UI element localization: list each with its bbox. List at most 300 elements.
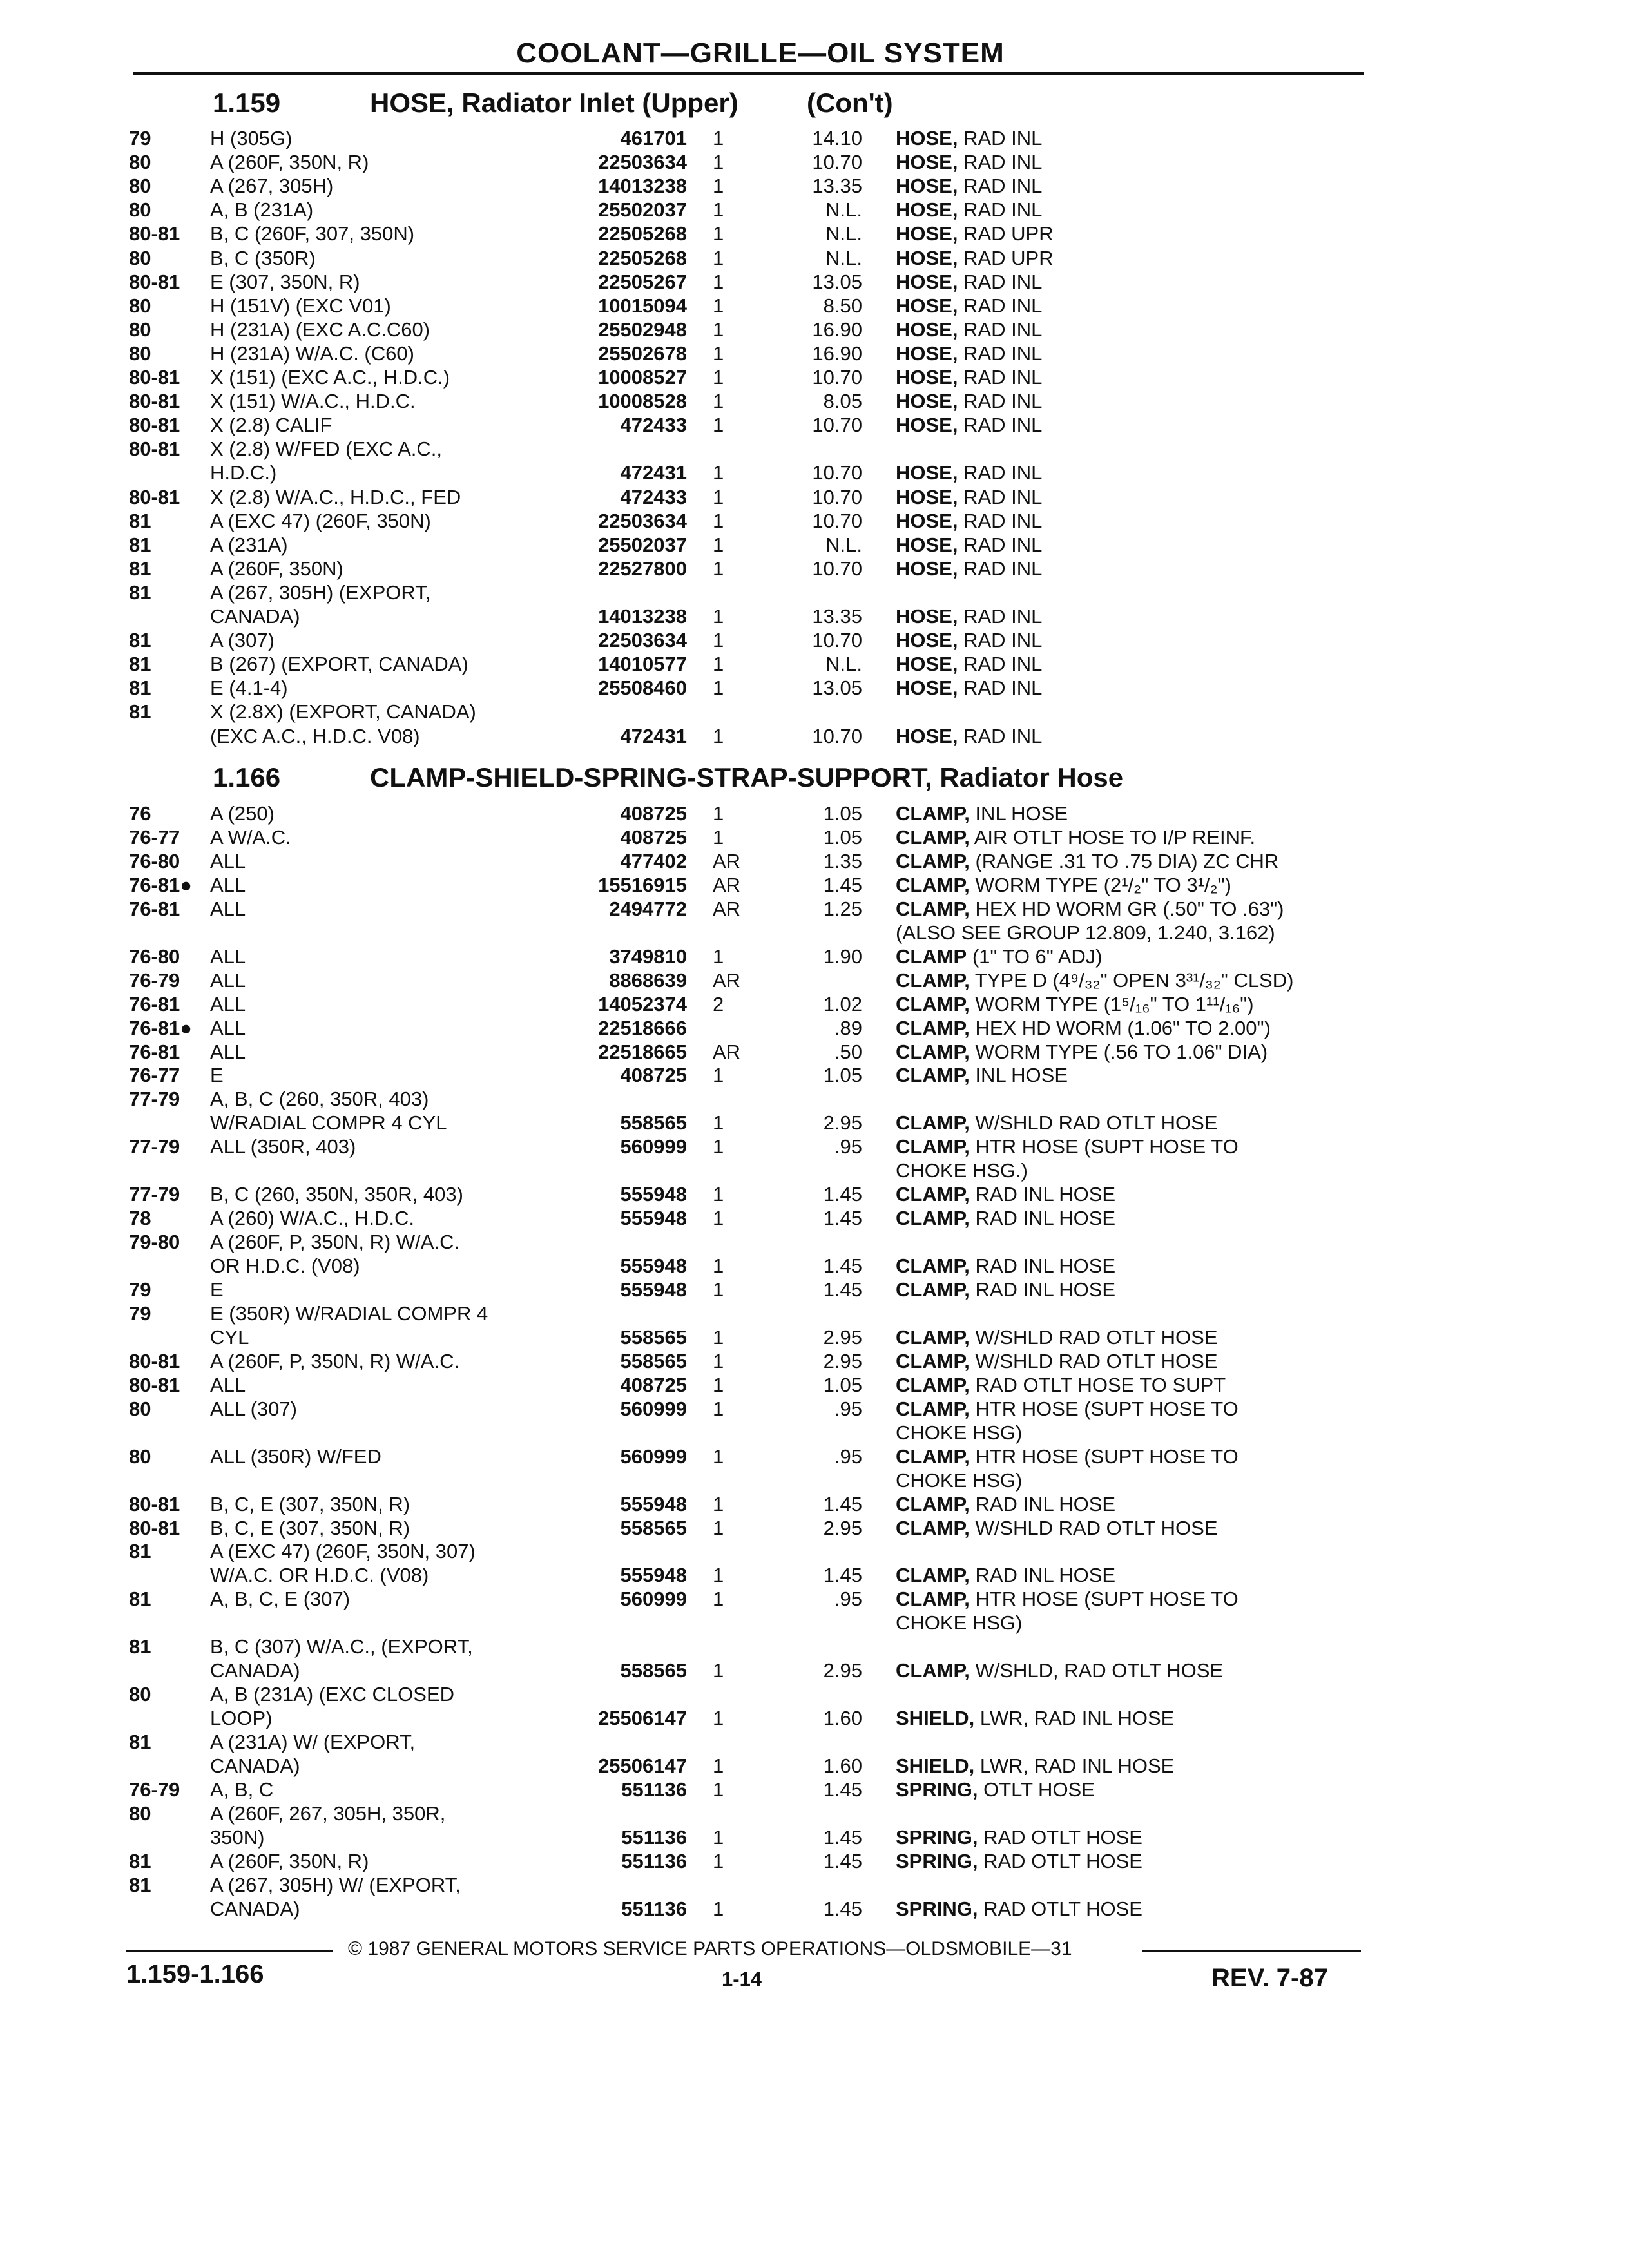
application: B, C (260, 350N, 350R, 403) [210, 1183, 463, 1206]
table-row [0, 318, 1629, 341]
part-name [896, 365, 1369, 389]
application: A (267, 305H) W/ (EXPORT, [210, 1873, 461, 1896]
part-name [896, 1135, 1369, 1158]
part-name-keyword: HOSE, [896, 509, 958, 532]
price: 1.45 [823, 1825, 862, 1849]
part-name [896, 270, 1369, 294]
part-name [896, 150, 1369, 174]
part-name [896, 604, 1369, 628]
price: 1.45 [823, 1207, 862, 1230]
part-name [896, 945, 1369, 968]
part-number: 25502037 [598, 533, 687, 556]
table-row [0, 1302, 1629, 1325]
part-number: 461701 [620, 127, 687, 149]
table-row [0, 825, 1629, 849]
table-row [0, 1730, 1629, 1754]
part-name-detail: WORM TYPE (1⁵/₁₆" TO 1¹¹/₁₆") [969, 992, 1254, 1015]
part-name [896, 1254, 1369, 1278]
application: CYL [210, 1325, 249, 1349]
part-name-keyword: CLAMP, [896, 1016, 970, 1039]
part-number: 551136 [621, 1778, 687, 1801]
part-name-detail: RAD INL [958, 318, 1043, 341]
price: 16.90 [812, 341, 862, 365]
application: E [210, 1278, 224, 1301]
quantity: 1 [713, 1564, 724, 1587]
part-name [896, 1849, 1369, 1873]
price: 14.10 [812, 127, 862, 149]
part-name [896, 802, 1369, 825]
part-name [896, 1445, 1369, 1468]
model-year: 79 [129, 1302, 151, 1325]
quantity: 1 [713, 1397, 724, 1420]
model-year: 77-79 [129, 1183, 180, 1206]
model-year: 76-77 [129, 825, 180, 849]
part-name-detail: HTR HOSE (SUPT HOSE TO [969, 1445, 1239, 1468]
part-number: 14010577 [598, 653, 687, 676]
table-row [0, 676, 1629, 700]
part-name-detail: RAD INL [958, 127, 1043, 149]
footer-group-range: 1.159-1.166 [126, 1960, 264, 1988]
price: .95 [834, 1397, 862, 1420]
part-number: 560999 [620, 1397, 687, 1420]
model-year: 81 [129, 581, 151, 604]
part-name [896, 389, 1369, 413]
part-name-keyword: HOSE, [896, 246, 958, 269]
price: 1.25 [823, 897, 862, 920]
part-name-detail: RAD INL [958, 414, 1043, 437]
part-number: 22518666 [598, 1016, 687, 1039]
model-year: 81 [129, 1588, 151, 1611]
footer-revision: REV. 7-87 [1211, 1964, 1328, 1992]
footer-rule [126, 1950, 333, 1952]
part-name [896, 1825, 1369, 1849]
part-name-detail: RAD INL [958, 198, 1043, 222]
part-name [896, 1397, 1369, 1421]
model-year: 79 [129, 127, 151, 149]
table-row [0, 1111, 1629, 1135]
part-number: 408725 [620, 1373, 687, 1396]
table-row [0, 341, 1629, 365]
part-name-detail: RAD INL [958, 509, 1043, 532]
model-year: 80 [129, 198, 151, 222]
part-name [896, 1040, 1369, 1064]
quantity: 1 [713, 1111, 724, 1135]
application: X (2.8) W/FED (EXC A.C., [210, 437, 442, 461]
quantity: 1 [713, 1849, 724, 1872]
application: B, C (260F, 307, 350N) [210, 222, 415, 245]
quantity: 1 [713, 1707, 724, 1730]
part-name [896, 1658, 1369, 1682]
application: CANADA) [210, 605, 300, 628]
part-name [896, 485, 1369, 509]
part-name-keyword: CLAMP, [896, 1659, 970, 1682]
table-row [0, 1587, 1629, 1611]
part-number: 555948 [620, 1492, 687, 1515]
model-year: 79-80 [129, 1231, 180, 1254]
part-number: 25508460 [598, 677, 687, 700]
quantity: 1 [713, 127, 724, 149]
model-year: 76-81● [129, 873, 193, 896]
table-row [0, 1040, 1629, 1064]
application: A (307) [210, 629, 275, 652]
application: A (EXC 47) (260F, 350N, 307) [210, 1540, 476, 1563]
price: 10.70 [812, 461, 862, 485]
part-name-keyword: HOSE, [896, 127, 958, 149]
part-name [896, 246, 1369, 270]
table-row [0, 174, 1629, 198]
model-year: 81 [129, 509, 151, 532]
part-name-keyword: HOSE, [896, 222, 958, 245]
section-number: 1.159 [213, 88, 281, 118]
application: CANADA) [210, 1754, 300, 1777]
application: (EXC A.C., H.D.C. V08) [210, 724, 420, 747]
table-row [0, 1611, 1629, 1635]
part-number: 22505268 [598, 246, 687, 269]
part-number: 2494772 [609, 897, 687, 920]
application: W/A.C. OR H.D.C. (V08) [210, 1564, 429, 1587]
table-row [0, 700, 1629, 724]
part-name-detail: W/SHLD RAD OTLT HOSE [969, 1111, 1218, 1135]
part-name-detail: CHOKE HSG.) [896, 1159, 1028, 1182]
part-name-keyword: SPRING, [896, 1778, 978, 1801]
application: B, C (307) W/A.C., (EXPORT, [210, 1635, 473, 1658]
part-name [896, 318, 1369, 341]
table-row [0, 1849, 1629, 1873]
model-year: 80-81 [129, 1492, 180, 1515]
table-row [0, 1135, 1629, 1158]
quantity: 1 [713, 390, 724, 413]
application: X (151) (EXC A.C., H.D.C.) [210, 366, 450, 389]
price: 10.70 [812, 414, 862, 437]
quantity: 1 [713, 1183, 724, 1206]
part-name-keyword: CLAMP, [896, 825, 970, 849]
part-name-keyword: HOSE, [896, 724, 958, 747]
model-year: 81 [129, 1540, 151, 1563]
part-name-detail: LWR, RAD INL HOSE [974, 1707, 1175, 1730]
table-row [0, 1016, 1629, 1040]
part-name-detail: RAD INL [958, 724, 1043, 747]
price: 16.90 [812, 318, 862, 341]
part-name-detail: RAD INL [958, 629, 1043, 652]
part-name-detail: (ALSO SEE GROUP 12.809, 1.240, 3.162) [896, 921, 1275, 944]
part-name-keyword: CLAMP, [896, 873, 970, 896]
quantity: 1 [713, 1588, 724, 1611]
price: 1.35 [823, 849, 862, 872]
part-name-detail: LWR, RAD INL HOSE [974, 1754, 1175, 1777]
table-row [0, 1373, 1629, 1397]
table-row [0, 1397, 1629, 1421]
part-name-detail: RAD OTLT HOSE [978, 1897, 1142, 1920]
part-name-detail: RAD INL HOSE [969, 1183, 1116, 1206]
part-name-detail: RAD INL HOSE [969, 1492, 1116, 1515]
part-name-detail: RAD INL [958, 605, 1043, 628]
price: .95 [834, 1445, 862, 1468]
table-row [0, 968, 1629, 992]
part-name [896, 1373, 1369, 1397]
table-row [0, 652, 1629, 676]
quantity: 1 [713, 825, 724, 849]
part-name-detail: RAD INL [958, 485, 1043, 508]
part-name-detail: W/SHLD RAD OTLT HOSE [969, 1349, 1218, 1372]
quantity: 1 [713, 175, 724, 198]
table-row [0, 1468, 1629, 1492]
part-name [896, 1778, 1369, 1802]
application: ALL [210, 897, 246, 920]
part-name [896, 1754, 1369, 1778]
price: 10.70 [812, 366, 862, 389]
part-number: 558565 [620, 1516, 687, 1539]
price: 2.95 [823, 1516, 862, 1539]
table-row [0, 1706, 1629, 1730]
table-row [0, 437, 1629, 461]
section-title: CLAMP-SHIELD-SPRING-STRAP-SUPPORT, Radiator Hose [370, 762, 1124, 793]
price: N.L. [825, 198, 862, 222]
model-year: 80 [129, 1445, 151, 1468]
application: E (350R) W/RADIAL COMPR 4 [210, 1302, 488, 1325]
quantity: AR [713, 897, 741, 920]
price: 10.70 [812, 485, 862, 508]
application: A (260F, 350N, R) [210, 151, 369, 174]
part-name [896, 557, 1369, 581]
part-name-detail: W/SHLD, RAD OTLT HOSE [969, 1659, 1224, 1682]
model-year: 81 [129, 1849, 151, 1872]
part-name [896, 1111, 1369, 1135]
model-year: 81 [129, 533, 151, 556]
quantity: 1 [713, 802, 724, 825]
part-name [896, 1587, 1369, 1611]
application: X (151) W/A.C., H.D.C. [210, 390, 416, 413]
part-name-detail: RAD UPR [958, 246, 1054, 269]
model-year: 81 [129, 677, 151, 700]
part-name [896, 294, 1369, 318]
quantity: AR [713, 873, 741, 896]
model-year: 80 [129, 1802, 151, 1825]
quantity: 1 [713, 1492, 724, 1515]
model-year: 81 [129, 557, 151, 580]
table-row [0, 1421, 1629, 1445]
application: A (260F, 267, 305H, 350R, [210, 1802, 446, 1825]
quantity: 1 [713, 533, 724, 556]
price: 10.70 [812, 151, 862, 174]
price: 10.70 [812, 724, 862, 747]
application: ALL (307) [210, 1397, 297, 1420]
application: E (4.1-4) [210, 677, 288, 700]
price: 1.60 [823, 1754, 862, 1777]
table-row [0, 724, 1629, 748]
part-number: 8868639 [609, 968, 687, 992]
application: A (260) W/A.C., H.D.C. [210, 1207, 414, 1230]
application: ALL [210, 992, 246, 1015]
part-name-detail: RAD INL [958, 390, 1043, 413]
model-year: 81 [129, 1635, 151, 1658]
model-year: 80-81 [129, 414, 180, 437]
part-name-keyword: CLAMP, [896, 1397, 970, 1420]
table-row [0, 222, 1629, 245]
application: ALL [210, 945, 246, 968]
application: ALL [210, 849, 246, 872]
part-name-keyword: HOSE, [896, 557, 958, 580]
part-name [896, 1897, 1369, 1921]
part-name-keyword: HOSE, [896, 533, 958, 556]
part-name-detail: CHOKE HSG) [896, 1468, 1023, 1492]
part-name-keyword: HOSE, [896, 366, 958, 389]
table-row [0, 1873, 1629, 1897]
part-name-detail: RAD OTLT HOSE [978, 1825, 1142, 1849]
part-name-keyword: CLAMP, [896, 1064, 970, 1087]
application: H.D.C.) [210, 461, 277, 485]
part-number: 555948 [620, 1278, 687, 1301]
table-row [0, 581, 1629, 604]
table-row [0, 294, 1629, 318]
quantity: 1 [713, 1445, 724, 1468]
part-name [896, 873, 1369, 897]
application: A W/A.C. [210, 825, 291, 849]
quantity: 1 [713, 198, 724, 222]
table-row [0, 1492, 1629, 1516]
part-name [896, 1492, 1369, 1516]
part-number: 558565 [620, 1111, 687, 1135]
part-number: 472433 [620, 414, 687, 437]
part-number: 3749810 [609, 945, 687, 968]
footer-rule [1142, 1950, 1361, 1952]
part-name-keyword: HOSE, [896, 605, 958, 628]
part-name-detail: RAD UPR [958, 222, 1054, 245]
table-row [0, 126, 1629, 150]
part-name-keyword: HOSE, [896, 629, 958, 652]
table-row [0, 198, 1629, 222]
part-name-keyword: HOSE, [896, 151, 958, 174]
table-row [0, 992, 1629, 1016]
model-year: 76-80 [129, 849, 180, 872]
table-row [0, 1182, 1629, 1206]
model-year: 80-81 [129, 485, 180, 508]
price: 2.95 [823, 1659, 862, 1682]
price: 1.05 [823, 825, 862, 849]
table-row [0, 1658, 1629, 1682]
part-number: 408725 [620, 802, 687, 825]
part-name [896, 1206, 1369, 1230]
table-row [0, 389, 1629, 413]
part-name-detail: AIR OTLT HOSE TO I/P REINF. [969, 825, 1256, 849]
model-year: 80 [129, 318, 151, 341]
table-row [0, 1158, 1629, 1182]
part-name [896, 1349, 1369, 1373]
part-name-detail: RAD INL [958, 366, 1043, 389]
table-row [0, 1278, 1629, 1302]
part-name [896, 992, 1369, 1016]
application: B, C, E (307, 350N, R) [210, 1492, 410, 1515]
price: 13.05 [812, 270, 862, 293]
table-row [0, 413, 1629, 437]
part-number: 472433 [620, 485, 687, 508]
part-name-detail: CHOKE HSG) [896, 1611, 1023, 1635]
section-title: HOSE, Radiator Inlet (Upper) [370, 88, 738, 118]
model-year: 80-81 [129, 366, 180, 389]
model-year: 80 [129, 246, 151, 269]
part-name-detail: RAD INL HOSE [969, 1207, 1116, 1230]
application: A (231A) [210, 533, 288, 556]
price: 1.45 [823, 1183, 862, 1206]
section-number: 1.166 [213, 762, 281, 793]
application: A (260F, 350N) [210, 557, 343, 580]
table-row [0, 1325, 1629, 1349]
model-year: 78 [129, 1207, 151, 1230]
application: A (EXC 47) (260F, 350N) [210, 509, 431, 532]
quantity: 1 [713, 294, 724, 317]
part-number: 25502948 [598, 318, 687, 341]
part-name-keyword: CLAMP, [896, 1183, 970, 1206]
part-name-detail: RAD INL [958, 533, 1043, 556]
price: 13.05 [812, 677, 862, 700]
application: ALL [210, 1040, 246, 1063]
part-name-keyword: HOSE, [896, 270, 958, 293]
part-name-detail: RAD INL [958, 151, 1043, 174]
part-name-keyword: CLAMP, [896, 1564, 970, 1587]
part-number: 558565 [620, 1325, 687, 1349]
part-name-detail: RAD INL [958, 461, 1043, 485]
model-year: 77-79 [129, 1135, 180, 1158]
application: A, B, C, E (307) [210, 1588, 351, 1611]
quantity: AR [713, 968, 741, 992]
part-name [896, 509, 1369, 533]
part-name [896, 198, 1369, 222]
part-name-keyword: HOSE, [896, 175, 958, 198]
application: ALL (350R) W/FED [210, 1445, 381, 1468]
price: 10.70 [812, 629, 862, 652]
part-name-keyword: HOSE, [896, 653, 958, 676]
application: A (260F, 350N, R) [210, 1849, 369, 1872]
part-number: 10015094 [598, 294, 687, 317]
model-year: 80 [129, 294, 151, 317]
model-year: 76-81● [129, 1016, 193, 1039]
application: E (307, 350N, R) [210, 270, 360, 293]
quantity: 1 [713, 1349, 724, 1372]
part-number: 408725 [620, 1064, 687, 1087]
part-number: 25502037 [598, 198, 687, 222]
part-number: 22503634 [598, 629, 687, 652]
price: 1.60 [823, 1707, 862, 1730]
model-year: 81 [129, 629, 151, 652]
part-name-detail: (RANGE .31 TO .75 DIA) ZC CHR [969, 849, 1279, 872]
application: ALL [210, 1373, 246, 1396]
application: CANADA) [210, 1897, 300, 1920]
price: 1.45 [823, 1492, 862, 1515]
application: A, B, C [210, 1778, 274, 1801]
part-name-keyword: CLAMP, [896, 802, 970, 825]
part-number: 551136 [621, 1849, 687, 1872]
quantity: 1 [713, 1207, 724, 1230]
table-row [0, 1230, 1629, 1254]
part-number: 555948 [620, 1254, 687, 1278]
part-name [896, 1421, 1369, 1445]
part-number: 477402 [620, 849, 687, 872]
application: A (260F, P, 350N, R) W/A.C. [210, 1231, 460, 1254]
quantity: 1 [713, 945, 724, 968]
part-name [896, 1016, 1369, 1040]
part-name-detail: HEX HD WORM (1.06" TO 2.00") [969, 1016, 1271, 1039]
price: 1.02 [823, 992, 862, 1015]
part-name [896, 825, 1369, 849]
part-name [896, 1182, 1369, 1206]
part-name-detail: WORM TYPE (.56 TO 1.06" DIA) [969, 1040, 1268, 1063]
table-row [0, 1754, 1629, 1778]
part-name-detail: RAD INL HOSE [969, 1278, 1116, 1301]
part-name-detail: HEX HD WORM GR (.50" TO .63") [969, 897, 1284, 920]
part-name-detail: RAD INL HOSE [969, 1254, 1116, 1278]
application: H (151V) (EXC V01) [210, 294, 391, 317]
part-name-keyword: HOSE, [896, 677, 958, 700]
part-number: 25506147 [598, 1754, 687, 1777]
